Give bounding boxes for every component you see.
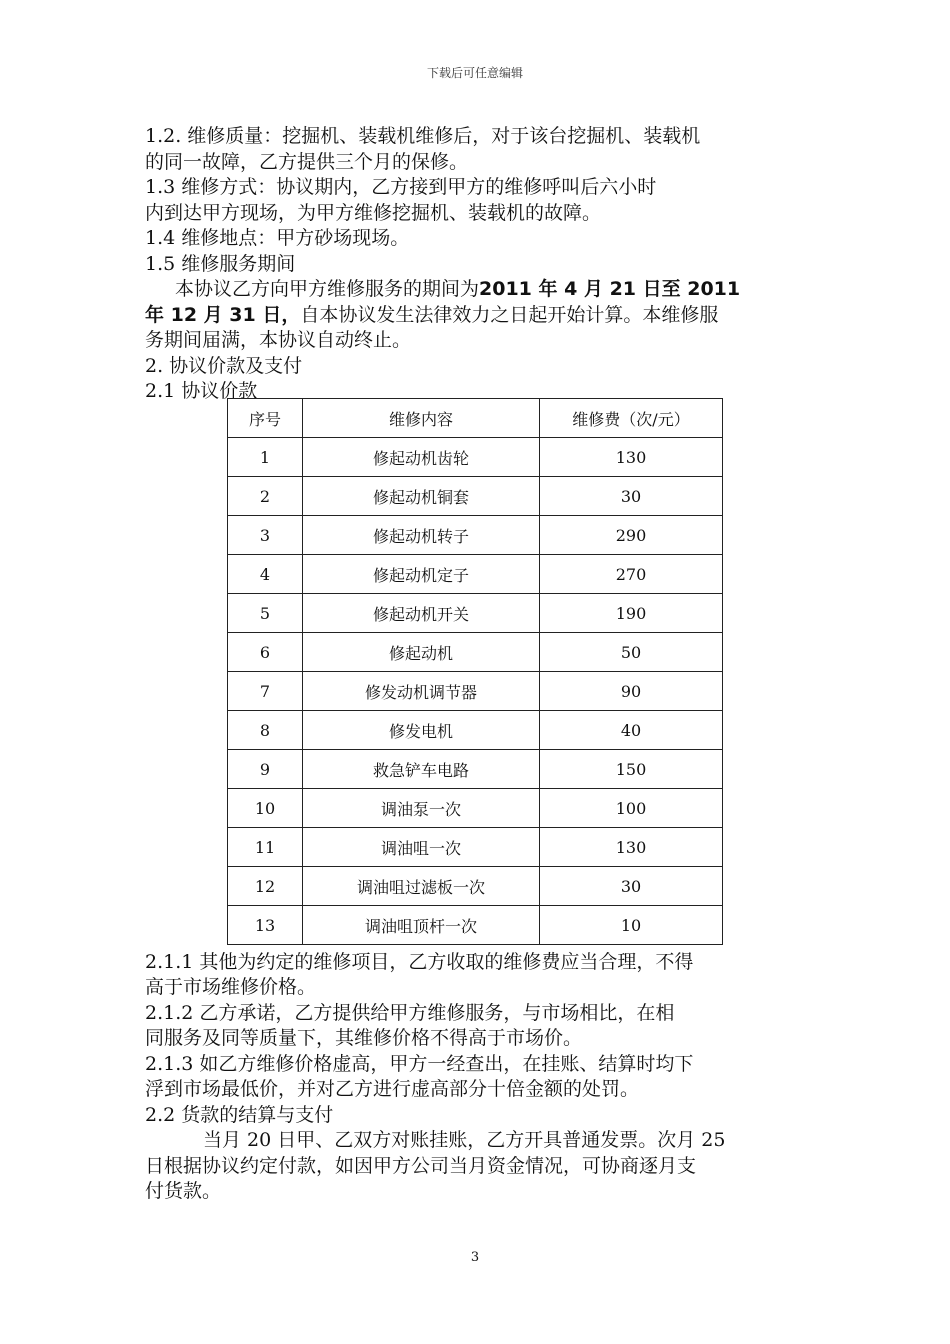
- table-cell: 调油泵一次: [303, 789, 540, 828]
- table-cell: 10: [228, 789, 303, 828]
- paragraph: 付货款。: [145, 1180, 222, 1202]
- column-header: 维修内容: [303, 399, 540, 438]
- table-cell: 3: [228, 516, 303, 555]
- table-cell: 13: [228, 906, 303, 945]
- paragraph: 2.1.3 如乙方维修价格虚高，甲方一经查出，在挂账、结算时均下: [145, 1052, 694, 1075]
- page-number: 3: [470, 1250, 480, 1265]
- table-body: [228, 438, 723, 945]
- table-row: [228, 594, 723, 633]
- table-cell: 50: [540, 633, 723, 672]
- table-cell: 2: [228, 477, 303, 516]
- table-cell: 40: [540, 711, 723, 750]
- table-cell: 12: [228, 867, 303, 906]
- table-cell: 130: [540, 828, 723, 867]
- page-header: 下载后可任意编辑: [426, 66, 523, 80]
- table-row: [228, 711, 723, 750]
- paragraph: 同服务及同等质量下，其维修价格不得高于市场价。: [145, 1027, 583, 1049]
- paragraph: 高于市场维修价格。: [145, 976, 317, 998]
- column-header: 维修费（次/元）: [540, 399, 723, 438]
- text-span: 自本协议发生法律效力之日起开始计算。本维修服: [300, 303, 719, 326]
- table-cell: 调油咀过滤板一次: [303, 867, 540, 906]
- table-cell: 10: [540, 906, 723, 945]
- table-cell: 修发电机: [303, 711, 540, 750]
- column-header: 序号: [228, 399, 303, 438]
- table-cell: 修起动机转子: [303, 516, 540, 555]
- table-cell: 调油咀顶杆一次: [303, 906, 540, 945]
- table-cell: 1: [228, 438, 303, 477]
- paragraph: 务期间届满，本协议自动终止。: [145, 329, 412, 351]
- table-row: [228, 633, 723, 672]
- table-row: [228, 906, 723, 945]
- table-row: [228, 477, 723, 516]
- table-cell: 150: [540, 750, 723, 789]
- table-row: [228, 750, 723, 789]
- table-header-row: [228, 399, 723, 438]
- table-cell: 270: [540, 555, 723, 594]
- table-cell: 修发动机调节器: [303, 672, 540, 711]
- table-cell: 修起动机: [303, 633, 540, 672]
- paragraph: 2.1.1 其他为约定的维修项目，乙方收取的维修费应当合理，不得: [145, 950, 694, 973]
- paragraph: 1.3 维修方式：协议期内，乙方接到甲方的维修呼叫后六小时: [145, 176, 657, 198]
- table-cell: 11: [228, 828, 303, 867]
- table-row: [228, 672, 723, 711]
- paragraph: 1.2. 维修质量：挖掘机、装载机维修后，对于该台挖掘机、装载机: [145, 125, 701, 147]
- text-span: 本协议乙方向甲方维修服务的期间为: [175, 278, 480, 300]
- table-row: [228, 516, 723, 555]
- table-cell: 90: [540, 672, 723, 711]
- paragraph: 2.1.2 乙方承诺，乙方提供给甲方维修服务，与市场相比，在相: [145, 1001, 675, 1024]
- table-cell: 100: [540, 789, 723, 828]
- table-cell: 修起动机齿轮: [303, 438, 540, 477]
- table-row: [228, 555, 723, 594]
- table-cell: 30: [540, 477, 723, 516]
- section-heading: 2.1 协议价款: [145, 380, 258, 402]
- paragraph: [145, 277, 810, 303]
- table-cell: 290: [540, 516, 723, 555]
- table-cell: 130: [540, 438, 723, 477]
- table-cell: 4: [228, 555, 303, 594]
- table-cell: 8: [228, 711, 303, 750]
- fee-table: [227, 398, 723, 945]
- table-row: [228, 867, 723, 906]
- table-cell: 调油咀一次: [303, 828, 540, 867]
- paragraph: 的同一故障，乙方提供三个月的保修。: [145, 150, 469, 173]
- paragraph: 浮到市场最低价，并对乙方进行虚高部分十倍金额的处罚。: [145, 1078, 640, 1100]
- table-cell: 7: [228, 672, 303, 711]
- table-cell: 30: [540, 867, 723, 906]
- paragraph: 日根据协议约定付款，如因甲方公司当月资金情况，可协商逐月支: [145, 1154, 697, 1177]
- paragraph: [145, 303, 810, 329]
- table-cell: 5: [228, 594, 303, 633]
- table-cell: 修起动机开关: [303, 594, 540, 633]
- section-heading: 2. 协议价款及支付: [145, 354, 303, 377]
- section-heading: 2.2 货款的结算与支付: [145, 1103, 334, 1126]
- table-cell: 修起动机铜套: [303, 477, 540, 516]
- date-text: 年 12 月 31 日，: [145, 303, 301, 326]
- section-heading: 1.5 维修服务期间: [145, 252, 296, 275]
- table-cell: 6: [228, 633, 303, 672]
- paragraph: 当月 20 日甲、乙双方对账挂账，乙方开具普通发票。次月 25: [203, 1129, 726, 1151]
- paragraph: 内到达甲方现场，为甲方维修挖掘机、装载机的故障。: [145, 201, 602, 224]
- table-cell: 修起动机定子: [303, 555, 540, 594]
- table-row: [228, 789, 723, 828]
- table-row: [228, 438, 723, 477]
- table-cell: 9: [228, 750, 303, 789]
- table-row: [228, 828, 723, 867]
- date-text: 2011 年 4 月 21 日至 2011: [479, 278, 741, 300]
- table-cell: 救急铲车电路: [303, 750, 540, 789]
- paragraph: 1.4 维修地点：甲方砂场现场。: [145, 227, 410, 249]
- table-cell: 190: [540, 594, 723, 633]
